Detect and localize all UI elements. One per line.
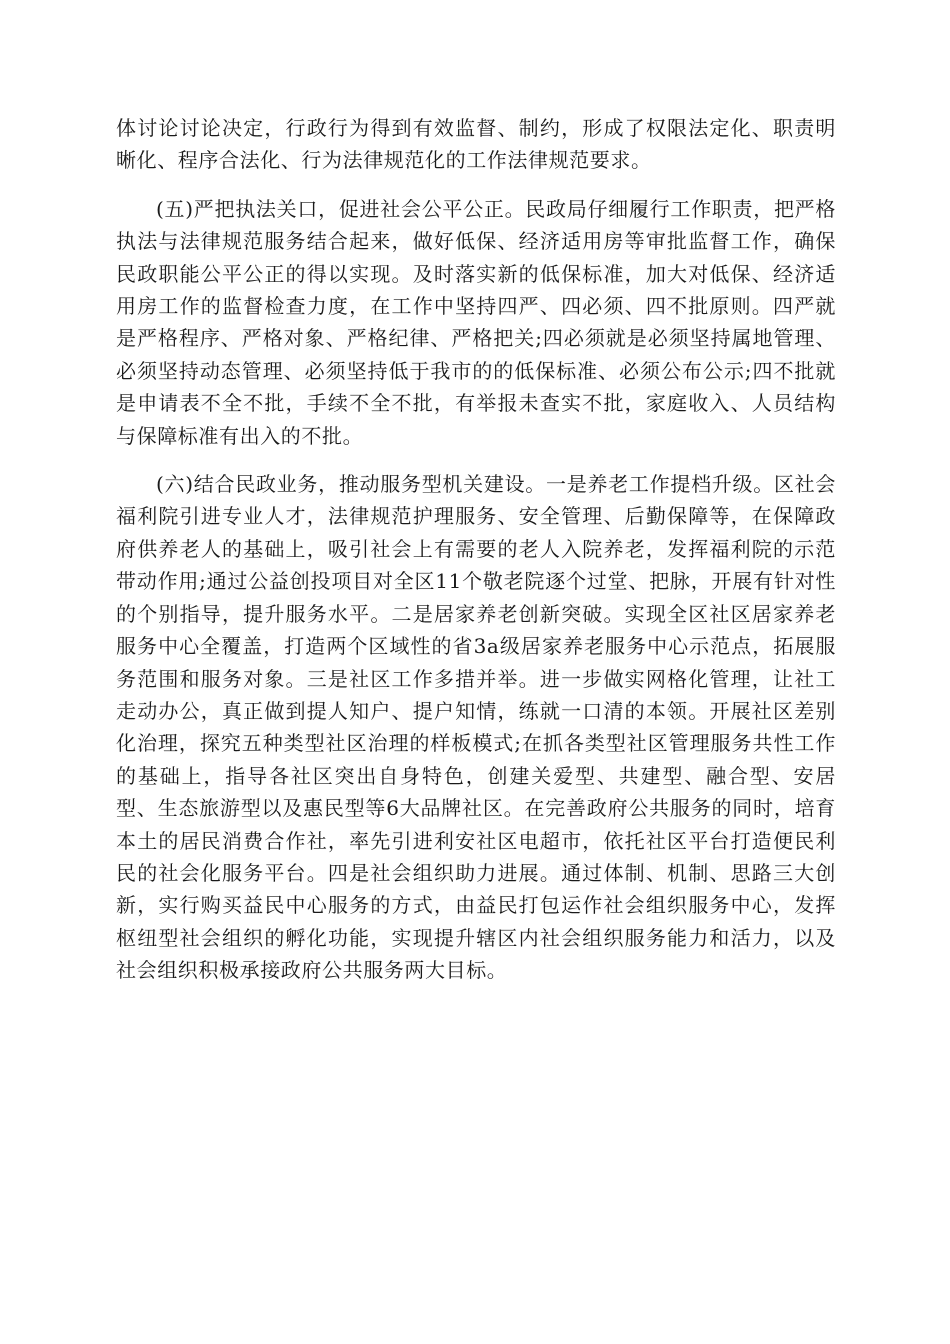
paragraph-3: (六)结合民政业务，推动服务型机关建设。一是养老工作提档升级。区社会福利院引进专业人才，法律规范护理服务、安全管理、后勤保障等，在保障政府供养老人的基础上，吸引社会上有需要的老人入院养老，发挥福利院的示范带动作用;通过公益创投项目对全区11个敬老院逐个过堂、把脉，开展有针对性的个别指导，提升服务水平。二是居家养老创新突破。实现全区社区居家养老服务中心全覆盖，打造两个区域性的省3a级居家养老服务中心示范点，拓展服务范围和服务对象。三是社区工作多措并举。进一步做实网格化管理，让社工走动办公，真正做到提人知户、提户知情，练就一口清的本领。开展社区差别化治理，探究五种类型社区治理的样板模式;在抓各类型社区管理服务共性工作的基础上，指导各社区突出自身特色，创建关爱型、共建型、融合型、安居型、生态旅游型以及惠民型等6大品牌社区。在完善政府公共服务的同时，培育本土的居民消费合作社，率先引进利安社区电超市，依托社区平台打造便民利民的社会化服务平台。四是社会组织助力进展。通过体制、机制、思路三大创新，实行购买益民中心服务的方式，由益民打包运作社会组织服务中心，发挥枢纽型社会组织的孵化功能，实现提升辖区内社会组织服务能力和活力，以及社会组织积极承接政府公共服务两大目标。 bbox=[116, 472, 836, 983]
paragraph-2: (五)严把执法关口，促进社会公平公正。民政局仔细履行工作职责，把严格执法与法律规范服务结合起来，做好低保、经济适用房等审批监督工作，确保民政职能公平公正的得以实现。及时落实新的低保标准，加大对低保、经济适用房工作的监督检查力度，在工作中坚持四严、四必须、四不批原则。四严就是严格程序、严格对象、严格纪律、严格把关;四必须就是必须坚持属地管理、必须坚持动态管理、必须坚持低于我市的的低保标准、必须公布公示;四不批就是申请表不全不批，手续不全不批，有举报未查实不批，家庭收入、人员结构与保障标准有出入的不批。 bbox=[116, 196, 836, 448]
document-body bbox=[116, 112, 836, 1003]
paragraph-1: 体讨论讨论决定，行政行为得到有效监督、制约，形成了权限法定化、职责明晰化、程序合法化、行为法律规范化的工作法律规范要求。 bbox=[116, 116, 836, 173]
